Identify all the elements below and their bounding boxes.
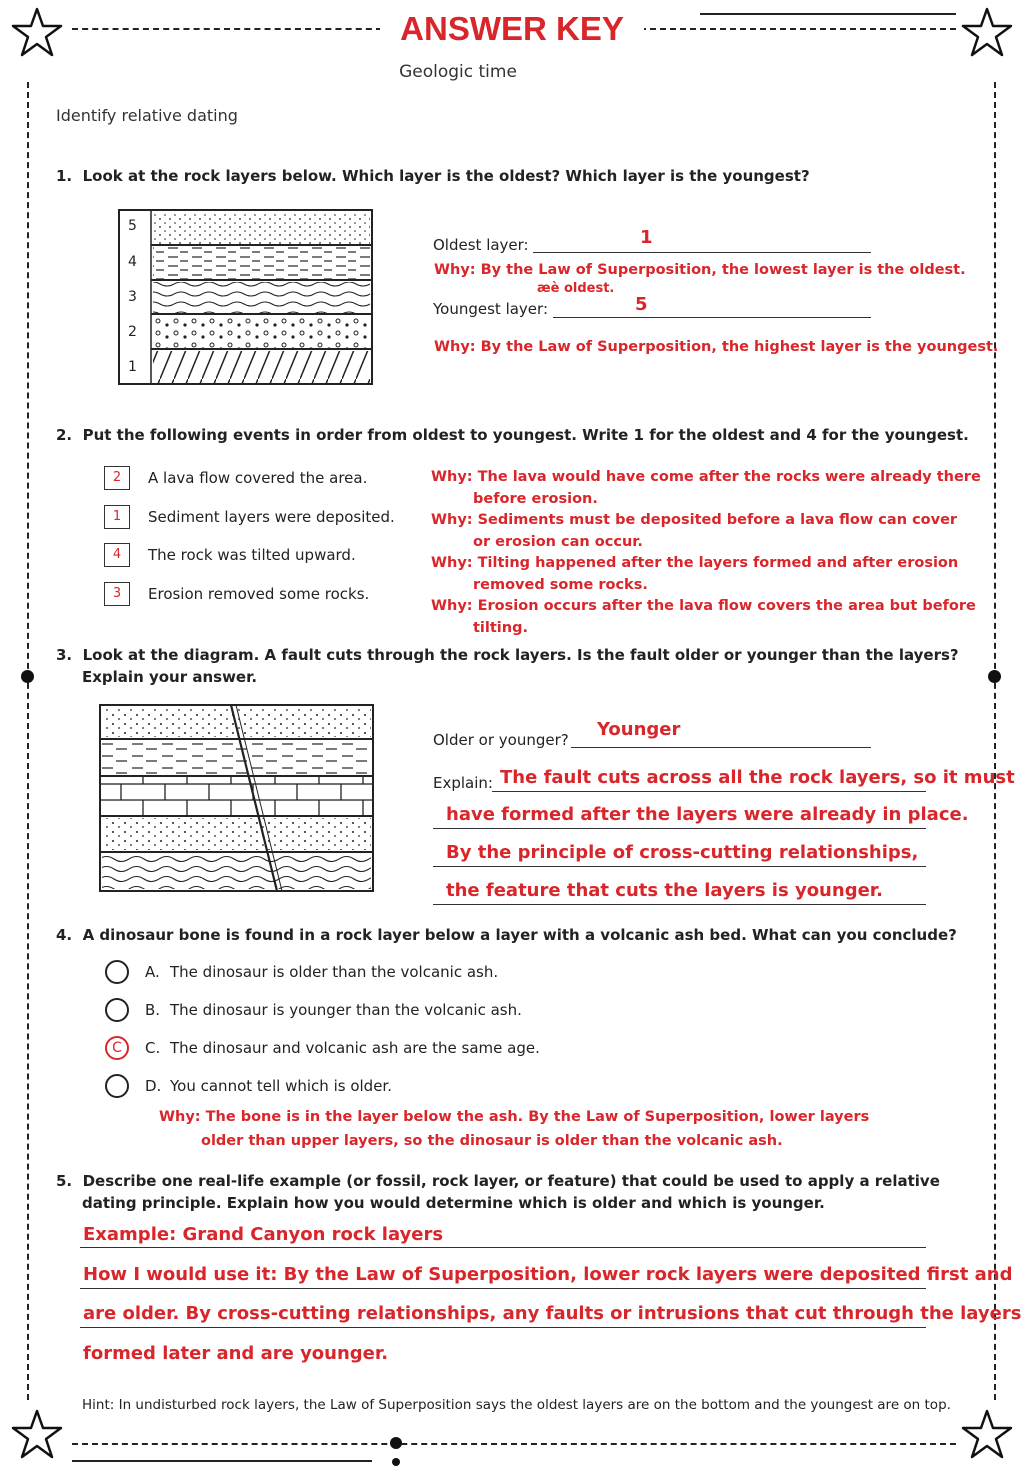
layer-label: 3	[128, 289, 137, 305]
event-why: Why: The lava would have come after the rocks were already there before erosion.	[431, 469, 981, 507]
rock-layers-diagram	[118, 209, 373, 385]
oldest-layer-label: Oldest layer:	[433, 236, 529, 254]
oldest-layer-answer: 1	[640, 227, 653, 248]
explain-answer-line: have formed after the layers were already in place.	[446, 804, 969, 825]
star-icon	[960, 6, 1014, 60]
explain-field[interactable]	[433, 828, 926, 829]
question-2-prompt: 2. Put the following events in order from oldest to youngest. Write 1 for the oldest and 4 for the youngest.	[56, 426, 969, 444]
option-letter: B.	[145, 1001, 161, 1019]
question-1-prompt: 1. Look at the rock layers below. Which layer is the oldest? Which layer is the youngest?	[56, 167, 810, 185]
option-text: The dinosaur and volcanic ash are the same age.	[170, 1039, 540, 1057]
older-younger-label: Older or younger?	[433, 731, 569, 749]
oldest-layer-field[interactable]	[533, 252, 871, 253]
question-5-prompt: 5. Describe one real-life example (or fossil, rock layer, or feature) that could be used to apply a relative dating principle. Explain how you would determine which is older and which is younger.	[56, 1172, 940, 1212]
youngest-layer-answer: 5	[635, 294, 648, 315]
page-subtitle: Geologic time	[399, 62, 517, 82]
answer-radio-d[interactable]	[105, 1074, 129, 1098]
youngest-layer-field[interactable]	[553, 317, 871, 318]
event-text: The rock was tilted upward.	[148, 546, 356, 564]
layer-label: 5	[128, 218, 137, 234]
q5-field[interactable]	[80, 1247, 926, 1248]
explain-answer-line: the feature that cuts the layers is younger.	[446, 880, 883, 901]
explain-field[interactable]	[492, 791, 926, 792]
option-text: The dinosaur is older than the volcanic ash.	[170, 963, 499, 981]
explain-field[interactable]	[433, 904, 926, 905]
q5-field[interactable]	[80, 1288, 926, 1289]
option-text: The dinosaur is younger than the volcanic ash.	[170, 1001, 522, 1019]
answer-radio-b[interactable]	[105, 998, 129, 1022]
star-icon	[10, 6, 64, 60]
fault-diagram	[99, 704, 374, 892]
border-dot	[988, 670, 1001, 683]
answer-radio-c[interactable]: C	[105, 1036, 129, 1060]
q5-answer-line: are older. By cross-cutting relationships, any faults or intrusions that cut through the layers	[83, 1303, 1022, 1324]
q5-answer-line: Example: Grand Canyon rock layers	[83, 1224, 444, 1245]
page-title: ANSWER KEY	[380, 10, 644, 48]
option-letter: A.	[145, 963, 160, 981]
youngest-why: Why: By the Law of Superposition, the highest layer is the youngest.	[434, 339, 999, 355]
youngest-layer-label: Youngest layer:	[433, 300, 548, 318]
older-younger-answer: Younger	[597, 719, 681, 740]
border-dot	[390, 1437, 402, 1449]
star-icon	[960, 1408, 1014, 1462]
option-letter: D.	[145, 1077, 162, 1095]
order-box[interactable]: 3	[104, 582, 130, 606]
answer-radio-a[interactable]	[105, 960, 129, 984]
event-why: Why: Sediments must be deposited before a lava flow can cover or erosion can occur.	[431, 512, 958, 550]
event-text: Erosion removed some rocks.	[148, 585, 370, 603]
order-box[interactable]: 2	[104, 466, 130, 490]
explain-answer-line: By the principle of cross-cutting relationships,	[446, 842, 919, 863]
q5-answer-line: How I would use it: By the Law of Superposition, lower rock layers were deposited first and	[83, 1264, 1013, 1285]
section-heading: Identify relative dating	[56, 106, 238, 125]
hint-text: Hint: In undisturbed rock layers, the Law of Superposition says the oldest layers are on the bottom and the youngest are on top.	[82, 1397, 951, 1413]
star-icon	[10, 1408, 64, 1462]
order-box[interactable]: 4	[104, 543, 130, 567]
question-3-prompt: 3. Look at the diagram. A fault cuts through the rock layers. Is the fault older or younger than the layers? Explain your answer.	[56, 646, 959, 686]
event-why: Why: Erosion occurs after the lava flow covers the area but before tilting.	[431, 598, 976, 636]
older-younger-field[interactable]	[571, 747, 871, 748]
layer-label: 1	[128, 359, 137, 375]
option-text: You cannot tell which is older.	[170, 1077, 392, 1095]
layer-label: 4	[128, 254, 137, 270]
explain-label: Explain:	[433, 774, 493, 792]
option-letter: C.	[145, 1039, 161, 1057]
oldest-why: Why: By the Law of Superposition, the lowest layer is the oldest.	[434, 262, 966, 278]
question-4-prompt: 4. A dinosaur bone is found in a rock layer below a layer with a volcanic ash bed. What can you conclude?	[56, 926, 957, 944]
layer-label: 2	[128, 324, 137, 340]
q5-field[interactable]	[80, 1327, 926, 1328]
event-why: Why: Tilting happened after the layers formed and after erosion removed some rocks.	[431, 555, 959, 593]
event-text: Sediment layers were deposited.	[148, 508, 395, 526]
border-dot	[392, 1458, 400, 1466]
border-dot	[21, 670, 34, 683]
scribble-text: æè oldest.	[537, 281, 615, 296]
order-box[interactable]: 1	[104, 505, 130, 529]
explain-field[interactable]	[433, 866, 926, 867]
explain-answer-line: The fault cuts across all the rock layers, so it must	[500, 767, 1015, 788]
q4-why: Why: The bone is in the layer below the ash. By the Law of Superposition, lower layers older than upper layers, so the dinosaur is older than the volcanic ash.	[159, 1109, 870, 1149]
q5-answer-line: formed later and are younger.	[83, 1343, 389, 1364]
event-text: A lava flow covered the area.	[148, 469, 368, 487]
